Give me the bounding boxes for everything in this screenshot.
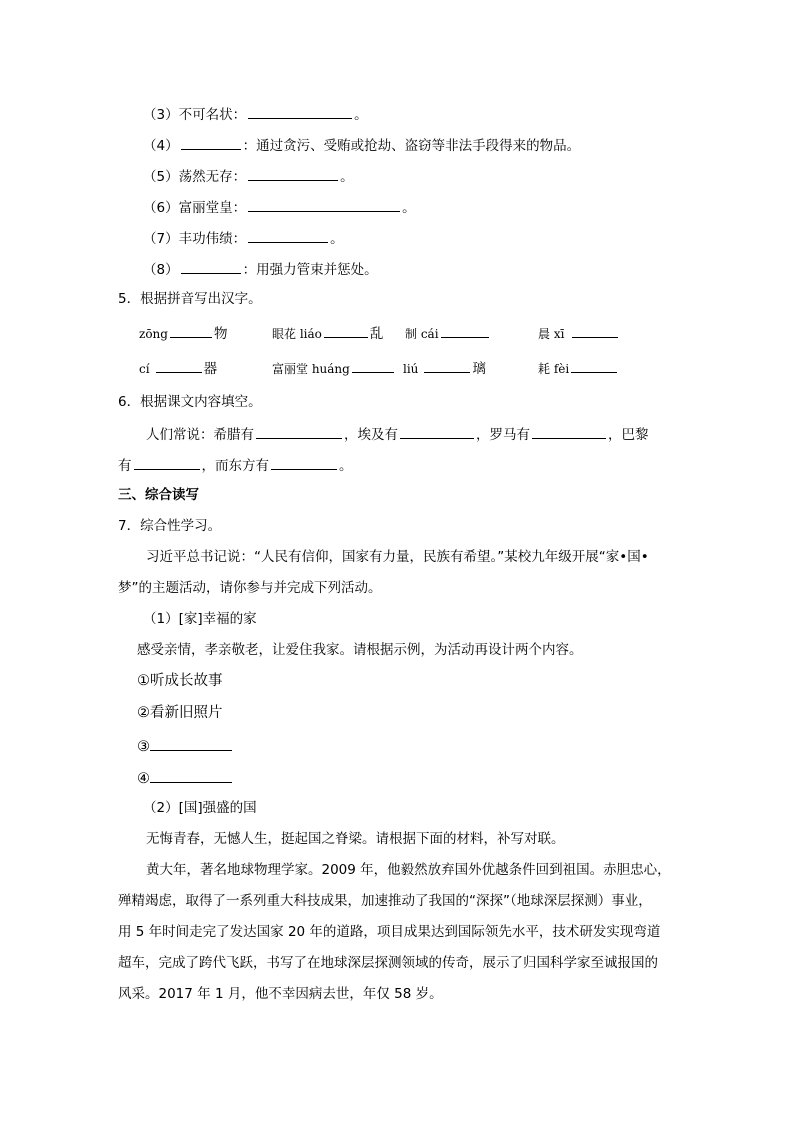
pinyin-item xyxy=(139,358,217,378)
pinyin-prompt: 制 cái xyxy=(405,327,439,341)
answer-blank[interactable] xyxy=(248,197,400,212)
q4-item-8-suffix: ：用强力管束并惩处。 xyxy=(242,262,378,278)
q7-part1-text: 感受亲情，孝亲敬老，让爱住我家。请根据示例，为活动再设计两个内容。 xyxy=(137,642,583,658)
pinyin-prompt: 富丽堂 huáng xyxy=(272,362,350,376)
pinyin-prompt: zōng xyxy=(139,327,168,341)
q4-item-8-prefix: （8） xyxy=(143,262,179,278)
answer-blank[interactable] xyxy=(181,259,241,274)
q4-item-6-suffix: 。 xyxy=(402,200,416,216)
answer-blank[interactable] xyxy=(248,228,328,243)
answer-blank[interactable] xyxy=(441,323,489,338)
q4-item-4-prefix: （4） xyxy=(143,138,179,154)
q4-item-4 xyxy=(143,135,580,155)
q7-intro-line-1: 习近平总书记说：“人民有信仰，国家有力量，民族有希望。”某校九年级开展“家•国• xyxy=(146,549,649,565)
pinyin-item xyxy=(405,323,491,343)
q7-part1-item: ①听成长故事 xyxy=(137,673,223,689)
q4-item-6-prefix: （6）富丽堂皇： xyxy=(143,200,247,216)
pinyin-item xyxy=(538,323,620,343)
pinyin-suffix: 乱 xyxy=(369,326,384,342)
q4-item-5-suffix: 。 xyxy=(340,169,354,185)
passage-line: 殚精竭虑，取得了一系列重大科技成果，加速推动了我国的“深探”（地球深层探测）事业， xyxy=(118,893,652,909)
pinyin-prompt: 耗 fèi xyxy=(538,362,570,376)
answer-blank[interactable] xyxy=(572,323,618,338)
pinyin-item xyxy=(139,323,227,343)
q4-item-7-suffix: 。 xyxy=(330,231,344,247)
answer-blank[interactable] xyxy=(571,358,617,373)
answer-blank[interactable] xyxy=(134,455,200,470)
pinyin-item xyxy=(403,358,486,378)
q7-part1-title: （1）[家]幸福的家 xyxy=(143,611,257,627)
item-marker: ④ xyxy=(137,771,150,787)
answer-blank[interactable] xyxy=(352,358,394,373)
answer-blank[interactable] xyxy=(150,736,232,751)
section-heading: 三、综合读写 xyxy=(118,487,199,503)
q4-item-7 xyxy=(143,228,344,248)
answer-blank[interactable] xyxy=(324,323,368,338)
pinyin-suffix: 物 xyxy=(213,326,228,342)
q6-text: 。 xyxy=(339,458,353,474)
pinyin-item xyxy=(272,323,383,343)
q6-text: ，而东方有 xyxy=(201,458,269,474)
answer-blank[interactable] xyxy=(248,104,352,119)
q6-text: ，巴黎 xyxy=(608,427,649,443)
answer-blank[interactable] xyxy=(424,358,470,373)
pinyin-item xyxy=(272,358,396,378)
passage-line: 超车，完成了跨代飞跃，书写了在地球深层探测领域的传奇，展示了归国科学家至诚报国的 xyxy=(118,955,658,971)
q4-item-6 xyxy=(143,197,416,217)
q4-item-3-suffix: 。 xyxy=(354,107,368,123)
q6-text: 有 xyxy=(118,458,132,474)
answer-blank[interactable] xyxy=(256,424,342,439)
q7-part1-item xyxy=(137,768,234,788)
answer-blank[interactable] xyxy=(271,455,337,470)
q5-title: 5．根据拼音写出汉字。 xyxy=(118,291,262,307)
q7-title: 7．综合性学习。 xyxy=(118,518,222,534)
answer-blank[interactable] xyxy=(400,424,474,439)
q4-item-5-prefix: （5）荡然无存： xyxy=(143,169,247,185)
pinyin-prompt: 晨 xī xyxy=(538,327,565,341)
q6-text: ，罗马有 xyxy=(476,427,530,443)
answer-blank[interactable] xyxy=(156,358,202,373)
pinyin-prompt: 眼花 liáo xyxy=(272,327,322,341)
answer-blank[interactable] xyxy=(248,166,338,181)
passage-line: 风采。2017 年 1 月，他不幸因病去世，年仅 58 岁。 xyxy=(118,986,443,1002)
answer-blank[interactable] xyxy=(170,323,212,338)
pinyin-item xyxy=(538,358,619,378)
q6-line-1 xyxy=(146,424,649,444)
q6-text: ，埃及有 xyxy=(344,427,398,443)
passage-line: 用 5 年时间走完了发达国家 20 年的道路，项目成果达到国际领先水平，技术研发实现弯道 xyxy=(118,924,661,940)
item-marker: ③ xyxy=(137,739,150,755)
q7-part2-title: （2）[国]强盛的国 xyxy=(143,800,257,816)
q6-text: 人们常说：希腊有 xyxy=(146,427,254,443)
q7-intro-line-2: 梦”的主题活动，请你参与并完成下列活动。 xyxy=(118,580,382,596)
q4-item-3 xyxy=(143,104,368,124)
q6-title: 6．根据课文内容填空。 xyxy=(118,394,262,410)
pinyin-suffix: 璃 xyxy=(472,361,486,377)
q7-part2-text: 无悔青春，无憾人生，挺起国之脊梁。请根据下面的材料，补写对联。 xyxy=(146,831,565,847)
pinyin-prompt: liú xyxy=(403,362,419,376)
q7-part1-item xyxy=(137,736,234,756)
passage-line: 黄大年，著名地球物理学家。2009 年，他毅然放弃国外优越条件回到祖国。赤胆忠心， xyxy=(146,862,671,878)
q4-item-7-prefix: （7）丰功伟绩： xyxy=(143,231,247,247)
q6-line-2 xyxy=(118,455,353,475)
q4-item-8 xyxy=(143,259,378,279)
q4-item-3-prefix: （3）不可名状： xyxy=(143,107,247,123)
answer-blank[interactable] xyxy=(181,135,241,150)
q4-item-4-suffix: ：通过贪污、受贿或抢劫、盗窃等非法手段得来的物品。 xyxy=(242,138,581,154)
answer-blank[interactable] xyxy=(150,768,232,783)
pinyin-suffix: 器 xyxy=(203,361,218,377)
q7-part1-item: ②看新旧照片 xyxy=(137,705,223,721)
q4-item-5 xyxy=(143,166,354,186)
answer-blank[interactable] xyxy=(532,424,606,439)
pinyin-prompt: cí xyxy=(139,362,150,376)
